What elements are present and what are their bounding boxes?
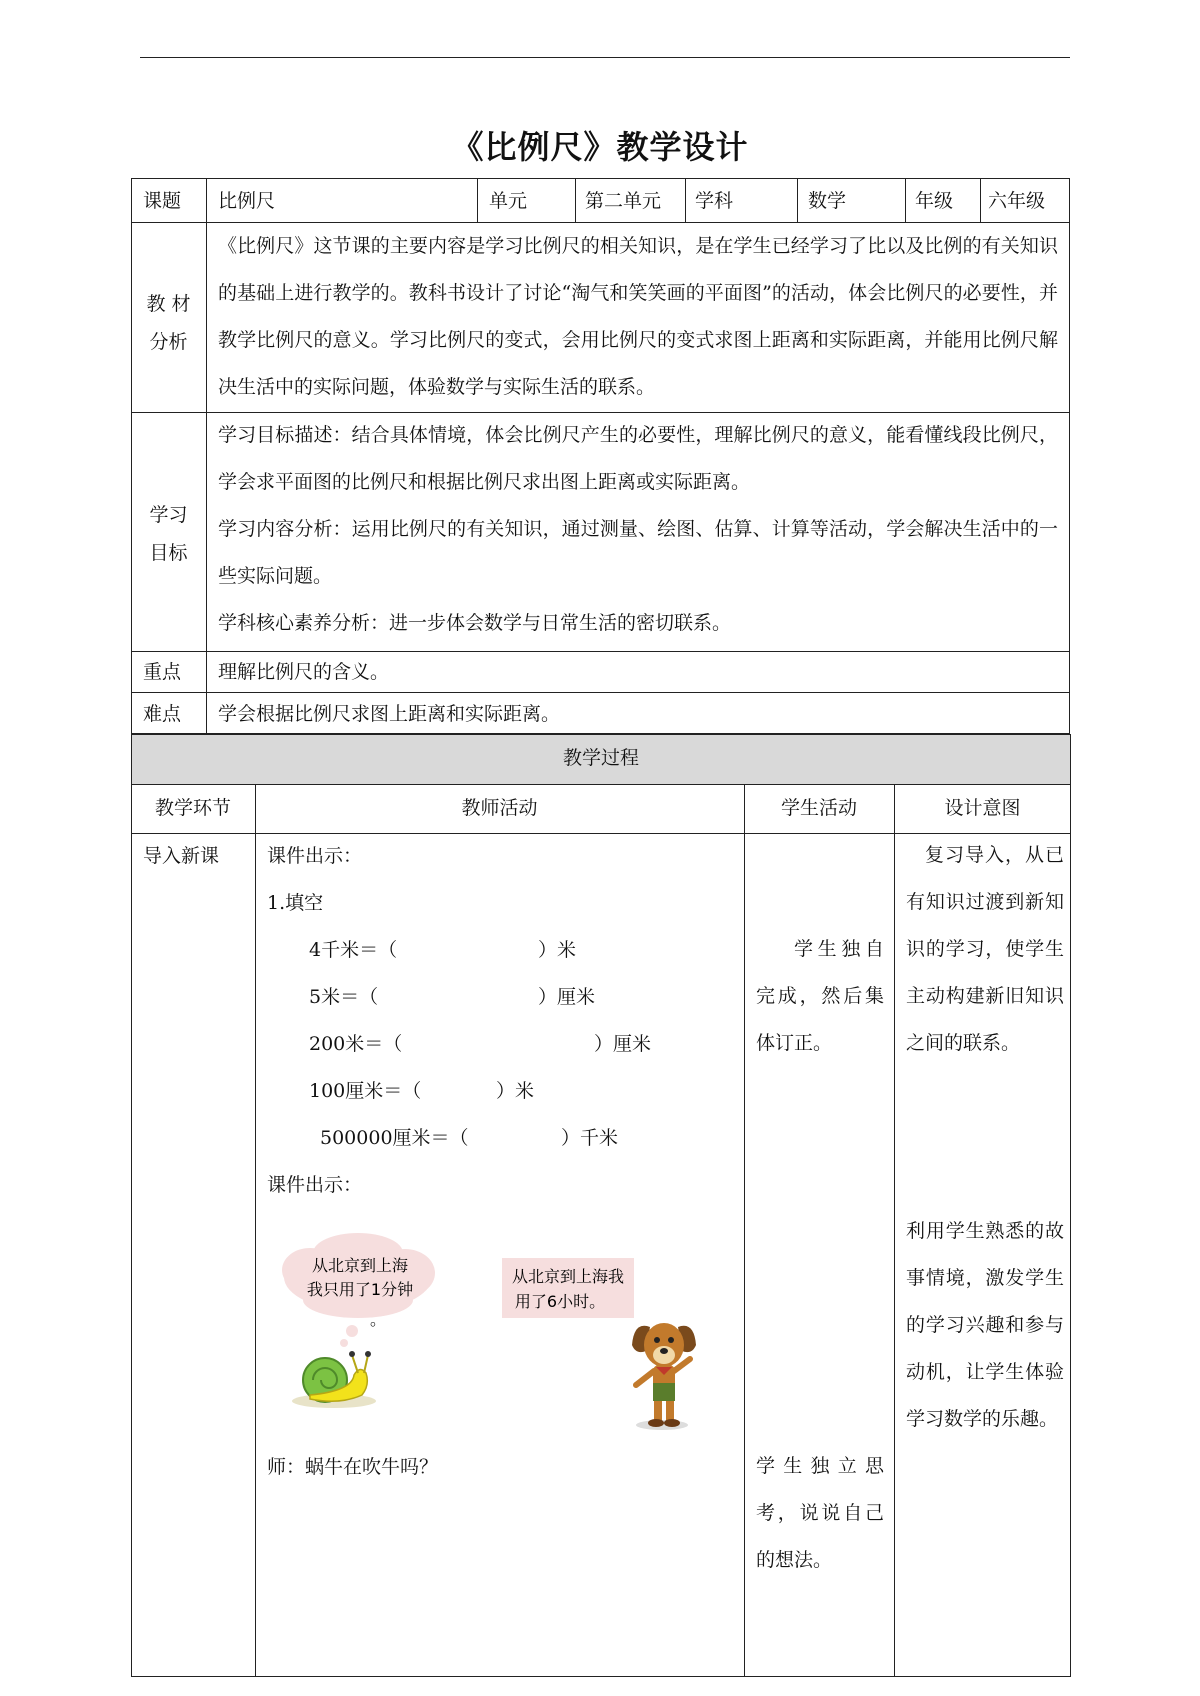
material-label bbox=[131, 285, 206, 361]
col-divider bbox=[905, 178, 906, 222]
student-activity-1: 学生独自完成，然后集体订正。 bbox=[756, 938, 884, 1054]
goals-desc: 学习目标描述：结合具体情境，体会比例尺产生的必要性，理解比例尺的意义，能看懂线段比例尺，学会求平面图的比例尺和根据比例尺求出图上距离或实际距离。 bbox=[218, 424, 1058, 493]
fill-item-left: 5米＝（ bbox=[309, 986, 379, 1008]
page-title: 《比例尺》教学设计 bbox=[451, 128, 749, 166]
goals-label-line1: 学习 bbox=[149, 504, 188, 526]
fill-item-right: ）米 bbox=[496, 1080, 535, 1102]
key-point-text: 理解比例尺的含义。 bbox=[218, 661, 390, 683]
col-header-teacher: 教师活动 bbox=[461, 797, 538, 819]
col-divider bbox=[477, 178, 478, 222]
dog-icon bbox=[632, 1323, 696, 1430]
design-intent-1: 复习导入，从已有知识过渡到新知识的学习，使学生主动构建新旧知识之间的联系。 bbox=[906, 844, 1064, 1054]
col-divider bbox=[255, 784, 256, 1677]
col-header-intent: 设计意图 bbox=[944, 797, 1021, 819]
fill-title: 1.填空 bbox=[267, 892, 324, 914]
goals-core: 学科核心素养分析：进一步体会数学与日常生活的密切联系。 bbox=[218, 612, 732, 634]
goals-text bbox=[218, 412, 1058, 647]
courseware-illustration bbox=[270, 1225, 730, 1435]
topic-value: 比例尺 bbox=[218, 190, 276, 212]
material-text: 《比例尺》这节课的主要内容是学习比例尺的相关知识，是在学生已经学习了比以及比例的有关知识的基础上进行教学的。教科书设计了讨论“淘气和笑笑画的平面图”的活动，体会比例尺的必要性，并教学比例尺的意义。学习比例尺的变式，会用比例尺的变式求图上距离和实际距离，并能用比例尺解决生活中的实际问题，体验数学与实际生活的联系。 bbox=[218, 235, 1058, 398]
fill-item bbox=[309, 985, 378, 1010]
difficulty-text: 学会根据比例尺求图上距离和实际距离。 bbox=[218, 703, 561, 725]
unit-label: 单元 bbox=[489, 190, 528, 212]
material-label-line1: 教 材 bbox=[146, 293, 191, 315]
difficulty-label: 难点 bbox=[143, 703, 182, 725]
col-divider bbox=[797, 178, 798, 222]
fill-item-left: 100厘米＝（ bbox=[309, 1080, 422, 1102]
design-intent-2: 利用学生熟悉的故事情境，激发学生的学习兴趣和参与动机，让学生体验学习数学的乐趣。 bbox=[906, 1220, 1064, 1430]
goals-content: 学习内容分析：运用比例尺的有关知识，通过测量、绘图、估算、计算等活动，学会解决生活中的一些实际问题。 bbox=[218, 518, 1058, 587]
col-divider bbox=[206, 178, 207, 734]
teacher-show-1: 课件出示： bbox=[267, 845, 363, 867]
grade-value: 六年级 bbox=[988, 190, 1046, 212]
goals-label bbox=[131, 496, 206, 572]
key-point-label: 重点 bbox=[143, 661, 182, 683]
row-divider bbox=[131, 651, 1070, 652]
fill-item bbox=[309, 1032, 402, 1057]
topic-label: 课题 bbox=[143, 190, 182, 212]
process-title: 教学过程 bbox=[562, 747, 639, 769]
grade-label: 年级 bbox=[915, 190, 954, 212]
fill-item-right: ）千米 bbox=[561, 1127, 619, 1149]
row-divider bbox=[131, 784, 1071, 785]
snail-bubble-line2: 我只用了1分钟 bbox=[306, 1280, 414, 1299]
fill-item-right: ）米 bbox=[538, 939, 577, 961]
snail-bubble-tail: 。 bbox=[370, 1310, 387, 1329]
student-activity-2: 学生独立思考，说说自己的想法。 bbox=[756, 1455, 884, 1571]
dog-bubble-line1: 从北京到上海我 bbox=[511, 1267, 625, 1286]
fill-item bbox=[309, 938, 397, 963]
fill-item-left: 4千米＝（ bbox=[309, 939, 398, 961]
fill-item bbox=[320, 1126, 469, 1151]
col-divider bbox=[894, 784, 895, 1677]
row-divider bbox=[131, 692, 1070, 693]
unit-value: 第二单元 bbox=[585, 190, 662, 212]
fill-item bbox=[309, 1079, 421, 1104]
fill-item-right: ）厘米 bbox=[538, 986, 596, 1008]
fill-item-right: ）厘米 bbox=[594, 1033, 652, 1055]
fill-item-left: 200米＝（ bbox=[309, 1033, 403, 1055]
top-rule bbox=[140, 57, 1070, 58]
col-divider bbox=[980, 178, 981, 222]
dog-bubble-line2: 用了6小时。 bbox=[514, 1292, 606, 1311]
teacher-show-2: 课件出示： bbox=[267, 1174, 363, 1196]
subject-value: 数学 bbox=[808, 190, 847, 212]
teacher-question: 师：蜗牛在吹牛吗？ bbox=[267, 1456, 439, 1478]
snail-icon bbox=[292, 1351, 376, 1408]
snail-bubble-line1: 从北京到上海 bbox=[311, 1256, 409, 1275]
col-header-student: 学生活动 bbox=[780, 797, 857, 819]
fill-item-left: 500000厘米＝（ bbox=[320, 1127, 469, 1149]
material-label-line2: 分析 bbox=[149, 331, 188, 353]
col-divider bbox=[685, 178, 686, 222]
col-divider bbox=[744, 784, 745, 1677]
col-divider bbox=[575, 178, 576, 222]
stage-name: 导入新课 bbox=[143, 845, 220, 867]
subject-label: 学科 bbox=[695, 190, 734, 212]
col-header-stage: 教学环节 bbox=[154, 797, 231, 819]
goals-label-line2: 目标 bbox=[149, 542, 188, 564]
